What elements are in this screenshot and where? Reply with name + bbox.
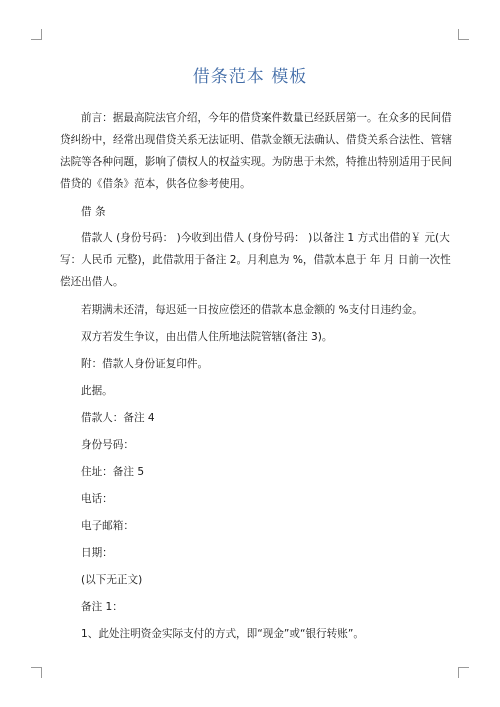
id-number-line: 身份号码： bbox=[81, 439, 134, 451]
preface-paragraph: 前言：据最高院法官介绍，今年的借贷案件数量已经跃居第一。在众多的民间借贷纠纷中，经常出现借贷关系无法证明、借款金额无法确认、借贷关系合法性、管辖法院等各种问题，影响了债权人的权益实现。为防患于未然，特推出特别适用于民间借贷的《借条》范本，供各位参考使用。 bbox=[60, 112, 452, 190]
crop-mark-top-right bbox=[458, 29, 469, 40]
section-heading: 借 条 bbox=[81, 206, 106, 218]
closing-line: 此据。 bbox=[81, 385, 113, 397]
address-line: 住址：备注 5 bbox=[81, 466, 145, 478]
crop-mark-bottom-right bbox=[458, 667, 469, 678]
document-body bbox=[60, 107, 452, 650]
phone-line: 电话： bbox=[81, 493, 113, 505]
attachment-line: 附：借款人身份证复印件。 bbox=[81, 358, 209, 370]
dispute-paragraph: 双方若发生争议，由出借人住所地法院管辖(备注 3)。 bbox=[81, 331, 333, 343]
penalty-paragraph: 若期满未还清，每迟延一日按应偿还的借款本息金额的 %支付日违约金。 bbox=[81, 304, 423, 316]
borrower-line: 借款人：备注 4 bbox=[81, 412, 155, 424]
loan-terms-paragraph: 借款人 (身份号码： )今收到出借人 (身份号码： )以备注 1 方式出借的￥ 元(大写：人民币 元整)，此借款用于备注 2。月利息为 %，借款本息于 年 月 日前一次性偿还出借人。 bbox=[60, 232, 451, 288]
note-1-item-1: 1、此处注明资金实际支付的方式，即“现金”或“银行转账”。 bbox=[81, 628, 364, 640]
document-title: 借条范本 模板 bbox=[192, 67, 308, 87]
crop-mark-bottom-left bbox=[31, 667, 42, 678]
note-1-heading: 备注 1： bbox=[81, 601, 123, 613]
crop-mark-top-left bbox=[31, 29, 42, 40]
email-line: 电子邮箱： bbox=[81, 520, 134, 532]
date-line: 日期： bbox=[81, 547, 113, 559]
no-more-text-line: (以下无正文) bbox=[81, 574, 143, 586]
